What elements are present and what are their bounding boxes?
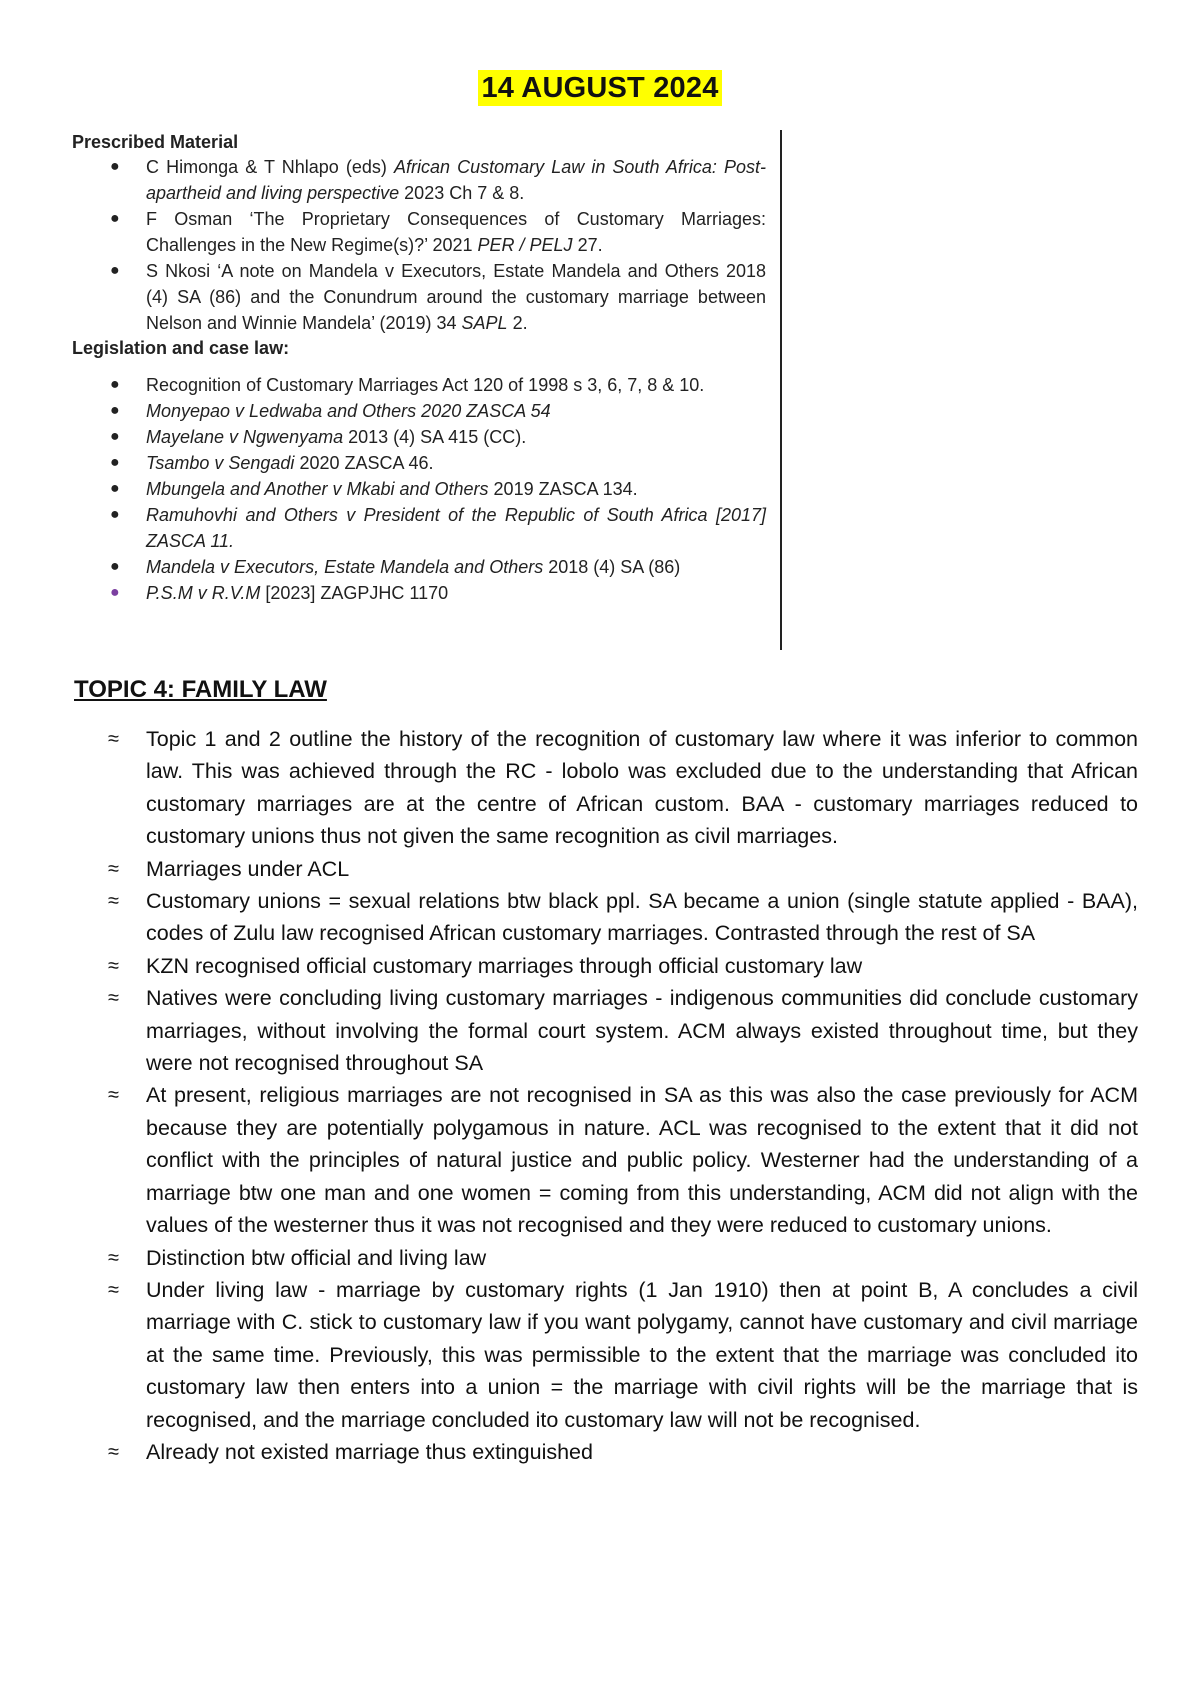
list-item: ● F Osman ‘The Proprietary Consequences of Customary Marriages: Challenges in the New Regime(s)?’ 2021 PER / PELJ 27. [72, 206, 780, 258]
notes-list [108, 723, 1138, 1468]
list-item: ● Monyepao v Ledwaba and Others 2020 ZASCA 54 [72, 398, 780, 424]
approx-bullet-icon: ≈ [108, 954, 119, 977]
bullet-icon: ● [110, 262, 120, 279]
list-item: ≈ Under living law - marriage by customary rights (1 Jan 1910) then at point B, A concludes a civil marriage with C. stick to customary law if you want polygamy, cannot have customary and civil marriage at the same time. Previously, this was permissible to the extent that the marriage was concluded ito customary law then enters into a union = the marriage with civil rights will be the marriage that is recognised, and the marriage concluded ito customary law will not be recognised. [108, 1274, 1138, 1436]
list-item: ● S Nkosi ‘A note on Mandela v Executors, Estate Mandela and Others 2018 (4) SA (86) and the Conundrum around the customary marriage between Nelson and Winnie Mandela’ (2019) 34 SAPL 2. [72, 258, 780, 336]
list-item: ● Mayelane v Ngwenyama 2013 (4) SA 415 (CC). [72, 424, 780, 450]
list-item: ≈ At present, religious marriages are not recognised in SA as this was also the case previously for ACM because they are potentially polygamous in nature. ACL was recognised to the extent that it did not conflict with the principles of natural justice and public policy. Westerner had the understanding of a marriage btw one man and one women = coming from this understanding, ACM did not align with the values of the westerner thus it was not recognised and they were reduced to customary unions. [108, 1079, 1138, 1241]
list-item: ≈ KZN recognised official customary marriages through official customary law [108, 950, 1138, 982]
list-item: ≈ Already not existed marriage thus extinguished [108, 1436, 1138, 1468]
list-item: ● Tsambo v Sengadi 2020 ZASCA 46. [72, 450, 780, 476]
list-item: ● Mandela v Executors, Estate Mandela and Others 2018 (4) SA (86) [72, 554, 780, 580]
bullet-icon: ● [110, 376, 120, 393]
list-item: ≈ Distinction btw official and living law [108, 1242, 1138, 1274]
date-text: 14 AUGUST 2024 [478, 70, 721, 106]
list-item: ● P.S.M v R.V.M [2023] ZAGPJHC 1170 [72, 580, 780, 606]
approx-bullet-icon: ≈ [108, 1084, 119, 1107]
approx-bullet-icon: ≈ [108, 857, 119, 880]
bullet-icon: ● [110, 158, 120, 175]
approx-bullet-icon: ≈ [108, 890, 119, 913]
bullet-icon: ● [110, 402, 120, 419]
list-item: ≈ Topic 1 and 2 outline the history of the recognition of customary law where it was inferior to common law. This was achieved through the RC - lobolo was excluded due to the understanding that African customary marriages are at the centre of African custom. BAA - customary marriages reduced to customary unions thus not given the same recognition as civil marriages. [108, 723, 1138, 853]
bullet-icon: ● [110, 210, 120, 227]
bullet-icon: ● [110, 558, 120, 575]
approx-bullet-icon: ≈ [108, 987, 119, 1010]
list-item: ≈ Natives were concluding living customary marriages - indigenous communities did conclude customary marriages, without involving the formal court system. ACM always existed throughout time, but they were not recognised throughout SA [108, 982, 1138, 1079]
list-item: ● Ramuhovhi and Others v President of the Republic of South Africa [2017] ZASCA 11. [72, 502, 780, 554]
prescribed-heading: Prescribed Material [72, 132, 239, 152]
bullet-icon: ● [110, 454, 120, 471]
approx-bullet-icon: ≈ [108, 1246, 119, 1269]
list-item: ≈ Customary unions = sexual relations btw black ppl. SA became a union (single statute applied - BAA), codes of Zulu law recognised African customary marriages. Contrasted through the rest of SA [108, 885, 1138, 950]
topic-heading: TOPIC 4: FAMILY LAW [74, 676, 327, 703]
list-item: ● Mbungela and Another v Mkabi and Others 2019 ZASCA 134. [72, 476, 780, 502]
date-heading [0, 72, 1200, 105]
legislation-list [72, 372, 780, 606]
prescribed-list [72, 154, 780, 336]
reading-list-box [72, 130, 782, 650]
bullet-icon: ● [110, 506, 120, 523]
bullet-icon: ● [110, 480, 120, 497]
list-item: ● C Himonga & T Nhlapo (eds) African Customary Law in South Africa: Post-apartheid and living perspective 2023 Ch 7 & 8. [72, 154, 780, 206]
list-item: ≈ Marriages under ACL [108, 853, 1138, 885]
approx-bullet-icon: ≈ [108, 1278, 119, 1301]
approx-bullet-icon: ≈ [108, 728, 119, 750]
approx-bullet-icon: ≈ [108, 1440, 119, 1463]
list-item: ● Recognition of Customary Marriages Act 120 of 1998 s 3, 6, 7, 8 & 10. [72, 372, 780, 398]
bullet-icon: ● [110, 584, 120, 601]
bullet-icon: ● [110, 428, 120, 445]
legislation-heading: Legislation and case law: [72, 338, 290, 358]
